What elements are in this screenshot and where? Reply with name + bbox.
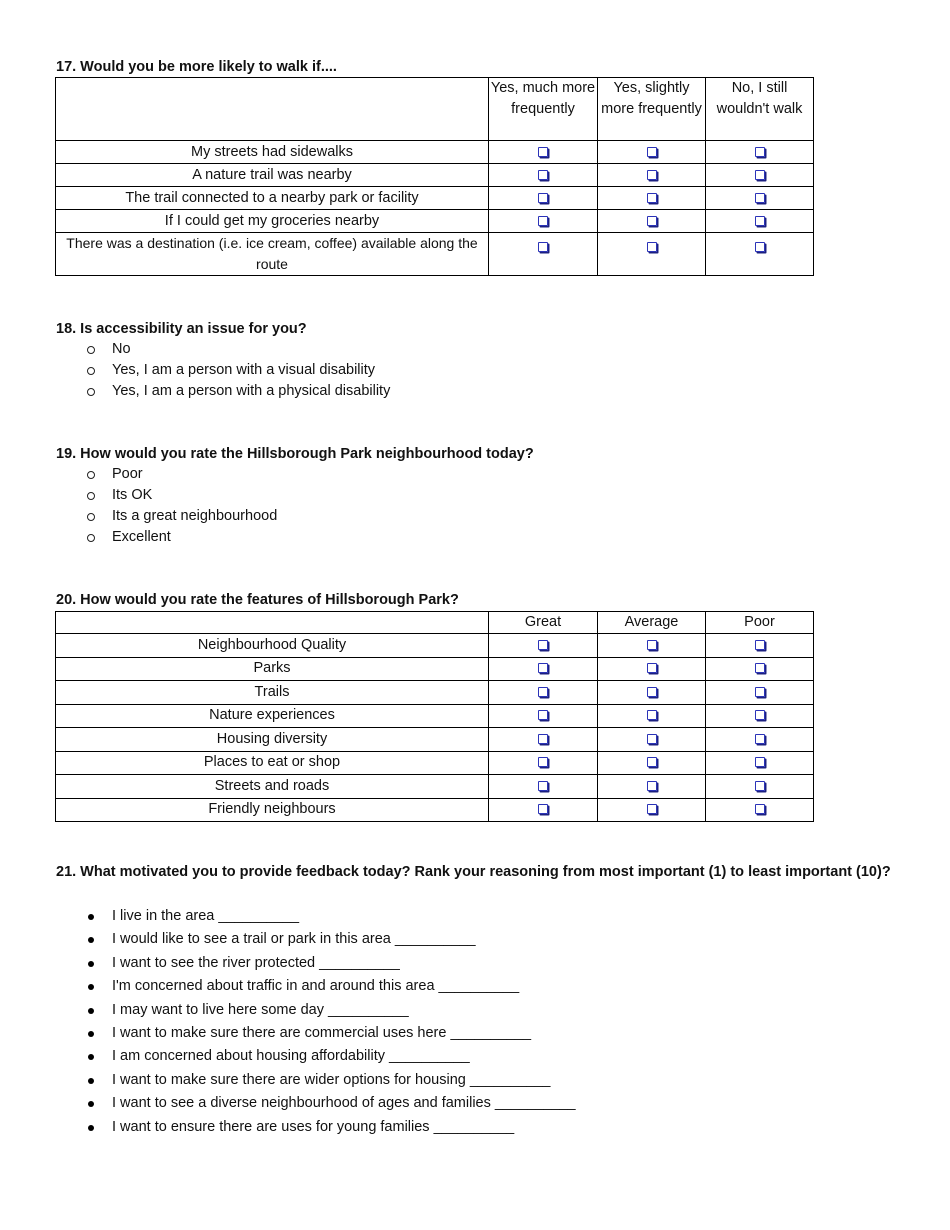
checkbox[interactable]: [538, 193, 548, 203]
list-item: [86, 905, 576, 928]
checkbox[interactable]: [755, 757, 765, 767]
bullet-icon: [88, 1054, 94, 1060]
rank-item-text: I live in the area __________: [112, 908, 300, 924]
bullet-icon: [88, 984, 94, 990]
checkbox[interactable]: [755, 687, 765, 697]
checkbox[interactable]: [647, 804, 657, 814]
q17-row-label: The trail connected to a nearby park or facility: [56, 187, 489, 210]
q20-col-average: Average: [598, 612, 706, 634]
q18-options: [86, 339, 390, 402]
checkbox[interactable]: [538, 804, 548, 814]
q17-col-much-more: Yes, much more frequently: [489, 78, 598, 141]
list-item: [86, 1092, 576, 1115]
checkbox[interactable]: [755, 216, 765, 226]
checkbox[interactable]: [755, 710, 765, 720]
rank-item-text: I want to see the river protected __________: [112, 954, 400, 971]
checkbox[interactable]: [538, 781, 548, 791]
checkbox[interactable]: [647, 663, 657, 673]
q20-col-poor: Poor: [706, 612, 814, 634]
list-item: [86, 952, 576, 975]
rank-item-text: I want to see a diverse neighbourhood of ages and families __________: [112, 1095, 576, 1112]
table-row: [56, 728, 814, 752]
list-item[interactable]: [86, 381, 390, 402]
q17-table: [55, 77, 814, 276]
radio-button[interactable]: [87, 367, 95, 375]
checkbox[interactable]: [647, 170, 657, 180]
table-row: [56, 210, 814, 233]
checkbox[interactable]: [538, 216, 548, 226]
checkbox[interactable]: [538, 147, 548, 157]
table-row: [56, 187, 814, 210]
q17-row-label: A nature trail was nearby: [56, 164, 489, 187]
checkbox[interactable]: [647, 757, 657, 767]
option-label: Yes, I am a person with a visual disability: [112, 362, 376, 378]
q20-row-label: Trails: [56, 681, 489, 705]
option-label: Poor: [112, 466, 143, 482]
table-row: [56, 704, 814, 728]
rank-item-text: I would like to see a trail or park in this area __________: [112, 931, 476, 948]
rank-item-text: I may want to live here some day __________: [112, 1001, 409, 1018]
q20-row-label: Parks: [56, 657, 489, 681]
list-item: [86, 1069, 576, 1092]
radio-button[interactable]: [87, 513, 95, 521]
q17-row-label: There was a destination (i.e. ice cream, coffee) available along the route: [56, 233, 489, 276]
rank-item-text: I want to ensure there are uses for young families __________: [112, 1118, 515, 1135]
q21-title: 21. What motivated you to provide feedback today? Rank your reasoning from most important (1) to least important (10)?: [56, 864, 891, 880]
option-label: Its a great neighbourhood: [112, 508, 278, 524]
checkbox[interactable]: [755, 804, 765, 814]
rank-item-text: I want to make sure there are wider options for housing __________: [112, 1071, 551, 1088]
q17-col-still-wouldnt: No, I still wouldn't walk: [706, 78, 814, 141]
checkbox[interactable]: [538, 757, 548, 767]
bullet-icon: [88, 1031, 94, 1037]
rank-item-text: I want to make sure there are commercial uses here __________: [112, 1025, 532, 1042]
q17-col-slightly-more: Yes, slightly more frequently: [598, 78, 706, 141]
q19-title: 19. How would you rate the Hillsborough Park neighbourhood today?: [56, 446, 534, 462]
table-row: [56, 141, 814, 164]
checkbox[interactable]: [538, 170, 548, 180]
checkbox[interactable]: [755, 193, 765, 203]
q17-header-row: [56, 78, 814, 141]
checkbox[interactable]: [538, 663, 548, 673]
table-row: [56, 798, 814, 822]
list-item[interactable]: [86, 506, 277, 527]
checkbox[interactable]: [538, 640, 548, 650]
radio-button[interactable]: [87, 388, 95, 396]
checkbox[interactable]: [647, 781, 657, 791]
bullet-icon: [88, 914, 94, 920]
option-label: Excellent: [112, 529, 171, 545]
q21-items: [86, 905, 576, 1139]
checkbox[interactable]: [647, 710, 657, 720]
checkbox[interactable]: [647, 242, 657, 252]
checkbox[interactable]: [647, 147, 657, 157]
q20-row-label: Housing diversity: [56, 728, 489, 752]
q20-header-blank: [56, 612, 489, 634]
q20-row-label: Friendly neighbours: [56, 798, 489, 822]
q20-row-label: Nature experiences: [56, 704, 489, 728]
option-label: Its OK: [112, 487, 153, 503]
radio-button[interactable]: [87, 346, 95, 354]
q20-col-great: Great: [489, 612, 598, 634]
table-row: [56, 681, 814, 705]
checkbox[interactable]: [755, 640, 765, 650]
q17-title: 17. Would you be more likely to walk if....: [56, 59, 337, 75]
radio-button[interactable]: [87, 534, 95, 542]
bullet-icon: [88, 1101, 94, 1107]
table-row: [56, 634, 814, 658]
q19-options: [86, 464, 277, 548]
checkbox[interactable]: [647, 734, 657, 744]
table-row: [56, 751, 814, 775]
rank-item-text: I'm concerned about traffic in and around this area __________: [112, 978, 520, 995]
checkbox[interactable]: [755, 663, 765, 673]
list-item: [86, 1022, 576, 1045]
q20-header-row: [56, 612, 814, 634]
bullet-icon: [88, 1078, 94, 1084]
bullet-icon: [88, 1125, 94, 1131]
list-item[interactable]: [86, 360, 390, 381]
list-item: [86, 1116, 576, 1139]
list-item: [86, 975, 576, 998]
list-item[interactable]: [86, 464, 277, 485]
checkbox[interactable]: [755, 147, 765, 157]
checkbox[interactable]: [647, 687, 657, 697]
checkbox[interactable]: [755, 734, 765, 744]
q20-title: 20. How would you rate the features of Hillsborough Park?: [56, 592, 459, 608]
q17-header-blank: [56, 78, 489, 141]
q20-row-label: Streets and roads: [56, 775, 489, 799]
checkbox[interactable]: [755, 170, 765, 180]
q17-row-label: My streets had sidewalks: [56, 141, 489, 164]
q18-title: 18. Is accessibility an issue for you?: [56, 321, 307, 337]
radio-button[interactable]: [87, 492, 95, 500]
radio-button[interactable]: [87, 471, 95, 479]
q20-row-label: Places to eat or shop: [56, 751, 489, 775]
option-label: Yes, I am a person with a physical disability: [112, 383, 391, 399]
table-row: [56, 775, 814, 799]
table-row: [56, 657, 814, 681]
checkbox[interactable]: [647, 640, 657, 650]
table-row: [56, 164, 814, 187]
bullet-icon: [88, 1008, 94, 1014]
q20-table: [55, 611, 814, 822]
list-item: [86, 1045, 576, 1068]
checkbox[interactable]: [538, 710, 548, 720]
bullet-icon: [88, 937, 94, 943]
list-item[interactable]: [86, 485, 277, 506]
checkbox[interactable]: [647, 216, 657, 226]
option-label: No: [112, 341, 131, 357]
list-item[interactable]: [86, 339, 390, 360]
table-row: [56, 233, 814, 276]
list-item[interactable]: [86, 527, 277, 548]
checkbox[interactable]: [538, 734, 548, 744]
bullet-icon: [88, 961, 94, 967]
checkbox[interactable]: [538, 242, 548, 252]
checkbox[interactable]: [755, 242, 765, 252]
checkbox[interactable]: [538, 687, 548, 697]
rank-item-text: I am concerned about housing affordability __________: [112, 1048, 470, 1065]
q20-row-label: Neighbourhood Quality: [56, 634, 489, 658]
list-item: [86, 928, 576, 951]
list-item: [86, 999, 576, 1022]
checkbox[interactable]: [647, 193, 657, 203]
checkbox[interactable]: [755, 781, 765, 791]
q17-row-label: If I could get my groceries nearby: [56, 210, 489, 233]
